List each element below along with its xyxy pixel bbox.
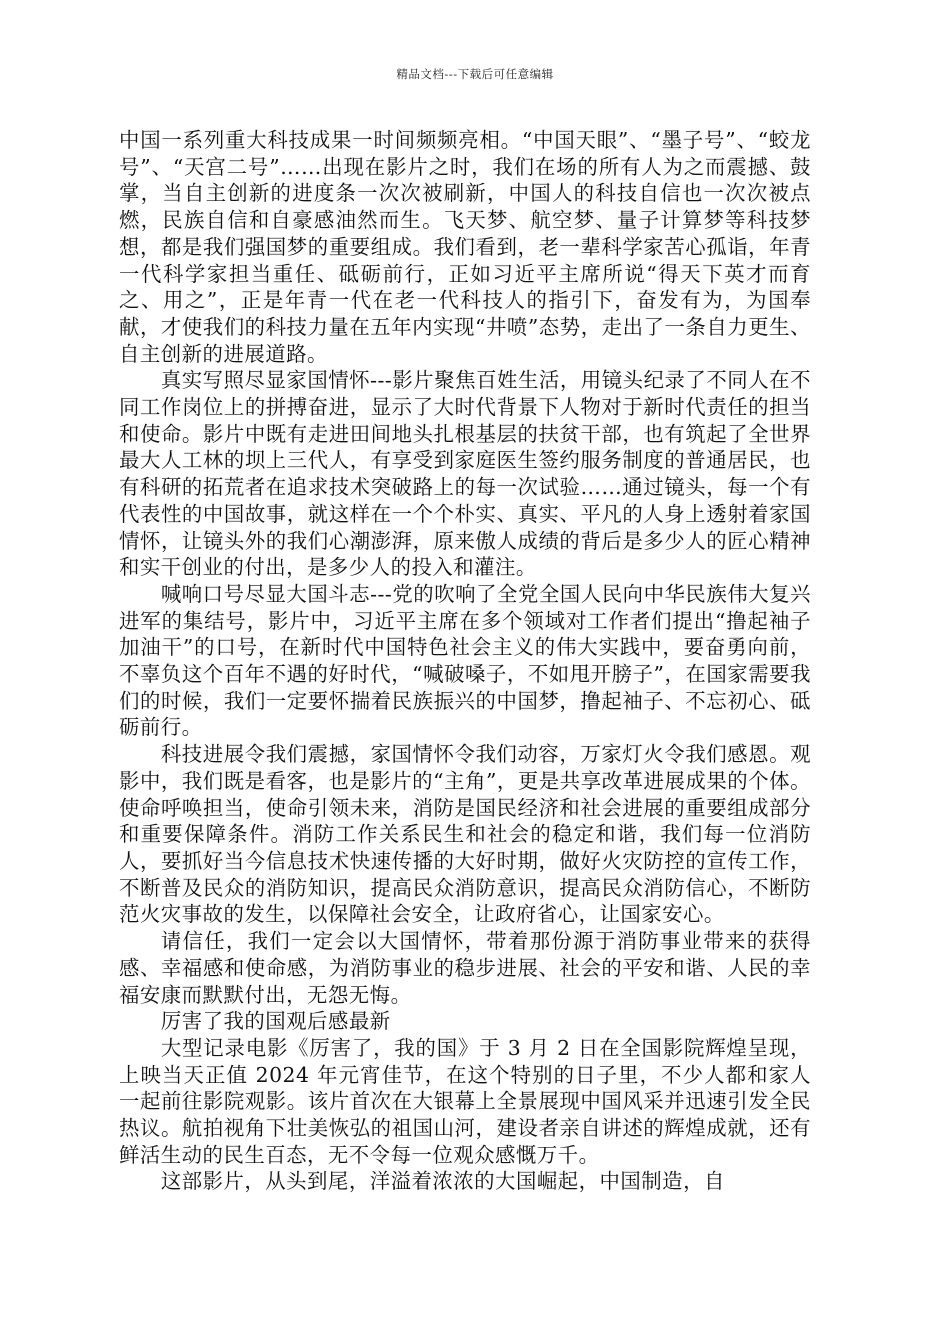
paragraph: 中国一系列重大科技成果一时间频频亮相。“中国天眼”、“墨子号”、“蛟龙号”、“天宫二号”……出现在影片之时，我们在场的所有人为之而震撼、鼓掌，当自主创新的进度条一次次被刷新，中国人的科技自信也一次次被点燃，民族自信和自豪感油然而生。飞天梦、航空梦、量子计算梦等科技梦想，都是我们强国梦的重要组成。我们看到，老一辈科学家苦心孤诣，年青一代科学家担当重任、砥砺前行，正如习近平主席所说“得天下英才而育之、用之”，正是年青一代在老一代科技人的指引下，奋发有为，为国奉献，才使我们的科技力量在五年内实现“井喷”态势，走出了一条自力更生、自主创新的进展道路。 bbox=[119, 128, 811, 366]
paragraph: 科技进展令我们震撼，家国情怀令我们动容，万家灯火令我们感恩。观影中，我们既是看客，也是影片的“主角”，更是共享改革进展成果的个体。使命呼唤担当，使命引领未来，消防是国民经济和社会进展的重要组成部分和重要保障条件。消防工作关系民生和社会的稳定和谐，我们每一位消防人，要抓好当今信息技术快速传播的大好时期，做好火灾防控的宣传工作，不断普及民众的消防知识，提高民众消防意识，提高民众消防信心，不断防范火灾事故的发生，以保障社会安全，让政府省心，让国家安心。 bbox=[119, 742, 811, 927]
paragraph: 大型记录电影《厉害了，我的国》于 3 月 2 日在全国影院辉煌呈现，上映当天正值 2024 年元宵佳节，在这个特别的日子里，不少人都和家人一起前往影院观影。该片首次在大银幕上全景展现中国风采并迅速引发全民热议。航拍视角下壮美恢弘的祖国山河，建设者亲自讲述的辉煌成就，还有鲜活生动的民生百态，无不令每一位观众感慨万千。 bbox=[119, 1035, 811, 1167]
paragraph: 真实写照尽显家国情怀---影片聚焦百姓生活，用镜头纪录了不同人在不同工作岗位上的拼搏奋进，显示了大时代背景下人物对于新时代责任的担当和使命。影片中既有走进田间地头扎根基层的扶贫干部，也有筑起了全世界最大人工林的坝上三代人，有享受到家庭医生签约服务制度的普通居民，也有科研的拓荒者在追求技术突破路上的每一次试验……通过镜头，每一个有代表性的中国故事，就这样在一个个朴实、真实、平凡的人身上透射着家国情怀，让镜头外的我们心潮澎湃，原来傲人成绩的背后是多少人的匠心精神和实干创业的付出，是多少人的投入和灌注。 bbox=[119, 368, 811, 580]
body-text bbox=[119, 127, 811, 1195]
page-header: 精品文档---下载后可任意编辑 bbox=[396, 67, 554, 81]
paragraph: 喊响口号尽显大国斗志---党的吹响了全党全国人民向中华民族伟大复兴进军的集结号，影片中，习近平主席在多个领域对工作者们提出“撸起袖子加油干”的口号，在新时代中国特色社会主义的伟大实践中，要奋勇向前，不辜负这个百年不遇的好时代，“喊破嗓子，不如甩开膀子”，在国家需要我们的时候，我们一定要怀揣着民族振兴的中国梦，撸起袖子、不忘初心、砥砺前行。 bbox=[119, 581, 811, 740]
paragraph: 请信任，我们一定会以大国情怀，带着那份源于消防事业带来的获得感、幸福感和使命感，为消防事业的稳步进展、社会的平安和谐、人民的幸福安康而默默付出，无怨无悔。 bbox=[119, 929, 811, 1007]
paragraph: 这部影片，从头到尾，洋溢着浓浓的大国崛起，中国制造，自 bbox=[160, 1169, 725, 1194]
section-heading: 厉害了我的国观后感最新 bbox=[160, 1009, 391, 1034]
